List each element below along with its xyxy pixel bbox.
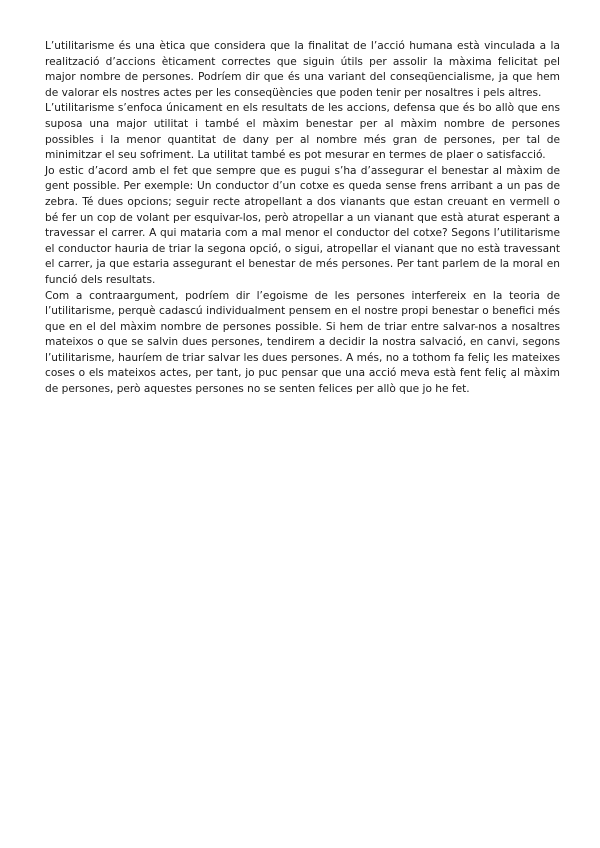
document-body	[45, 39, 560, 398]
paragraph-results: L’utilitarisme s’enfoca únicament en els resultats de les accions, defensa que és bo allò que ens suposa una major utilitat i també el màxim benestar per al màxim nombre de persones possibles i la menor quantitat de dany per al nombre més gran de persones, per tal de minimitzar el seu sofriment. La utilitat també es pot mesurar en termes de plaer o satisfacció.	[45, 102, 560, 162]
paragraph-example: Jo estic d’acord amb el fet que sempre que es pugui s’ha d’assegurar el benestar al màxim de gent possible. Per exemple: Un conductor d’un cotxe es queda sense frens arribant a un pas de zebra. Té dues opcions; seguir recte atropellant a dos vianants que estan creuant en vermell o bé fer un cop de volant per esquivar-los, però atropellar a un vianant que està aturat esperant a travessar el carrer. A qui mataria com a mal menor el conductor del cotxe? Segons l’utilitarisme el conductor hauria de triar la segona opció, o sigui, atropellar el vianant que no està travessant el carrer, ja que estaria assegurant el benestar de més persones. Per tant parlem de la moral en funció dels resultats.	[45, 164, 560, 286]
paragraph-counterargument: Com a contraargument, podríem dir l’egoisme de les persones interfereix en la teoria de l’utilitarisme, perquè cadascú individualment pensem en el nostre propi benestar o benefici més que en el del màxim nombre de persones possible. Si hem de triar entre salvar-nos a nosaltres mateixos o que se salvin dues persones, tendirem a decidir la nostra salvació, en canvi, segons l’utilitarisme, hauríem de triar salvar les dues persones. A més, no a tothom fa feliç les mateixes coses o els mateixos actes, per tant, jo puc pensar que una acció meva està fent feliç al màxim de persones, però aquestes persones no se senten felices per allò que jo he fet.	[45, 289, 560, 396]
paragraph-intro: L’utilitarisme és una ètica que considera que la finalitat de l’acció humana està vinculada a la realització d’accions èticament correctes que siguin útils per assolir la màxima felicitat pel major nombre de persones. Podríem dir que és una variant del conseqüencialisme, ja que hem de valorar els nostres actes per les conseqüències que poden tenir per nosaltres i pels altres.	[45, 40, 560, 99]
